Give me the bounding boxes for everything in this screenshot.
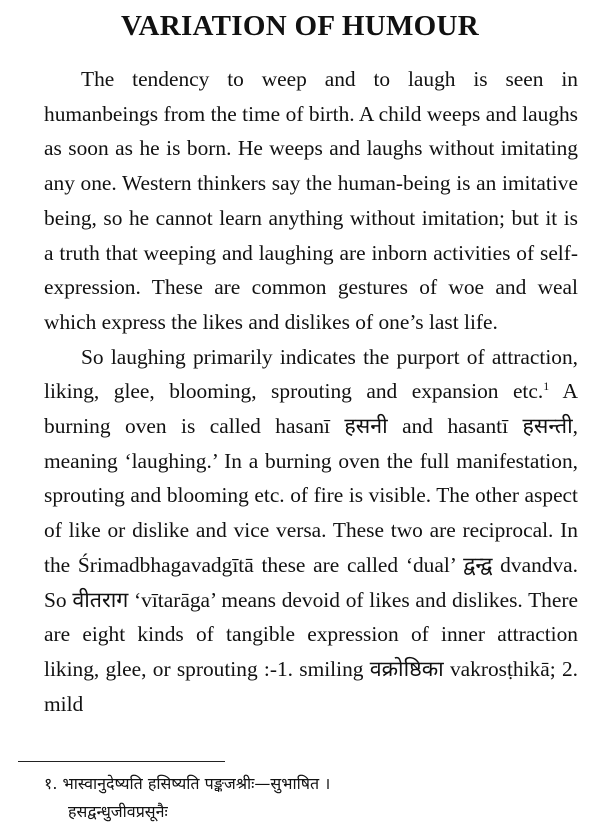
chapter-title: VARIATION OF HUMOUR — [120, 10, 479, 42]
paragraph-1: The tendency to weep and to laugh is seen in humanbeings from the time of birth. A child weeps and laughs as soon as he is born. He weeps and laughs without imitating any one. Western thinkers say the human-being is an imitative being, so he cannot learn anything without imitation; but it is a truth that weeping and laughing are inborn activities of self-expression. These are common gestures of woe and weal which express the likes and dislikes of one’s last life. — [44, 67, 578, 334]
paragraph-2 — [44, 340, 578, 722]
body-text — [44, 62, 578, 721]
footnote-divider — [18, 761, 225, 762]
footnote-line-2: हसद्वन्धुजीवप्रसूनैः — [68, 802, 168, 821]
paragraph-2-text-start: So laughing primarily indicates the purport of attraction, liking, glee, blooming, sprouting and expansion etc. — [44, 344, 578, 404]
footnote-line-1: १. भास्वानुदेष्यति हसिष्यति पङ्कजश्रीः—सुभाषित । — [44, 774, 331, 793]
paragraph-2-text-end: A burning oven is called hasanī हसनी and hasantī हसन्ती, meaning ‘laughing.’ In a burning oven the full manifestation, sprouting and blooming etc. of fire is visible. The other aspect of like or dislike and vice versa. These two are reciprocal. In the Śrimadbhagavadgītā these are called ‘dual’ द्वन्द्व dvandva. So वीतराग ‘vītarāga’ means devoid of likes and dislikes. There are eight kinds of tangible expression of inner attraction liking, glee, or sprouting :-1. smiling वक्रोष्ठिका vakrosṭhikā; 2. mild — [44, 379, 578, 716]
footnote — [44, 770, 584, 826]
footnote-marker: 1 — [543, 379, 550, 394]
